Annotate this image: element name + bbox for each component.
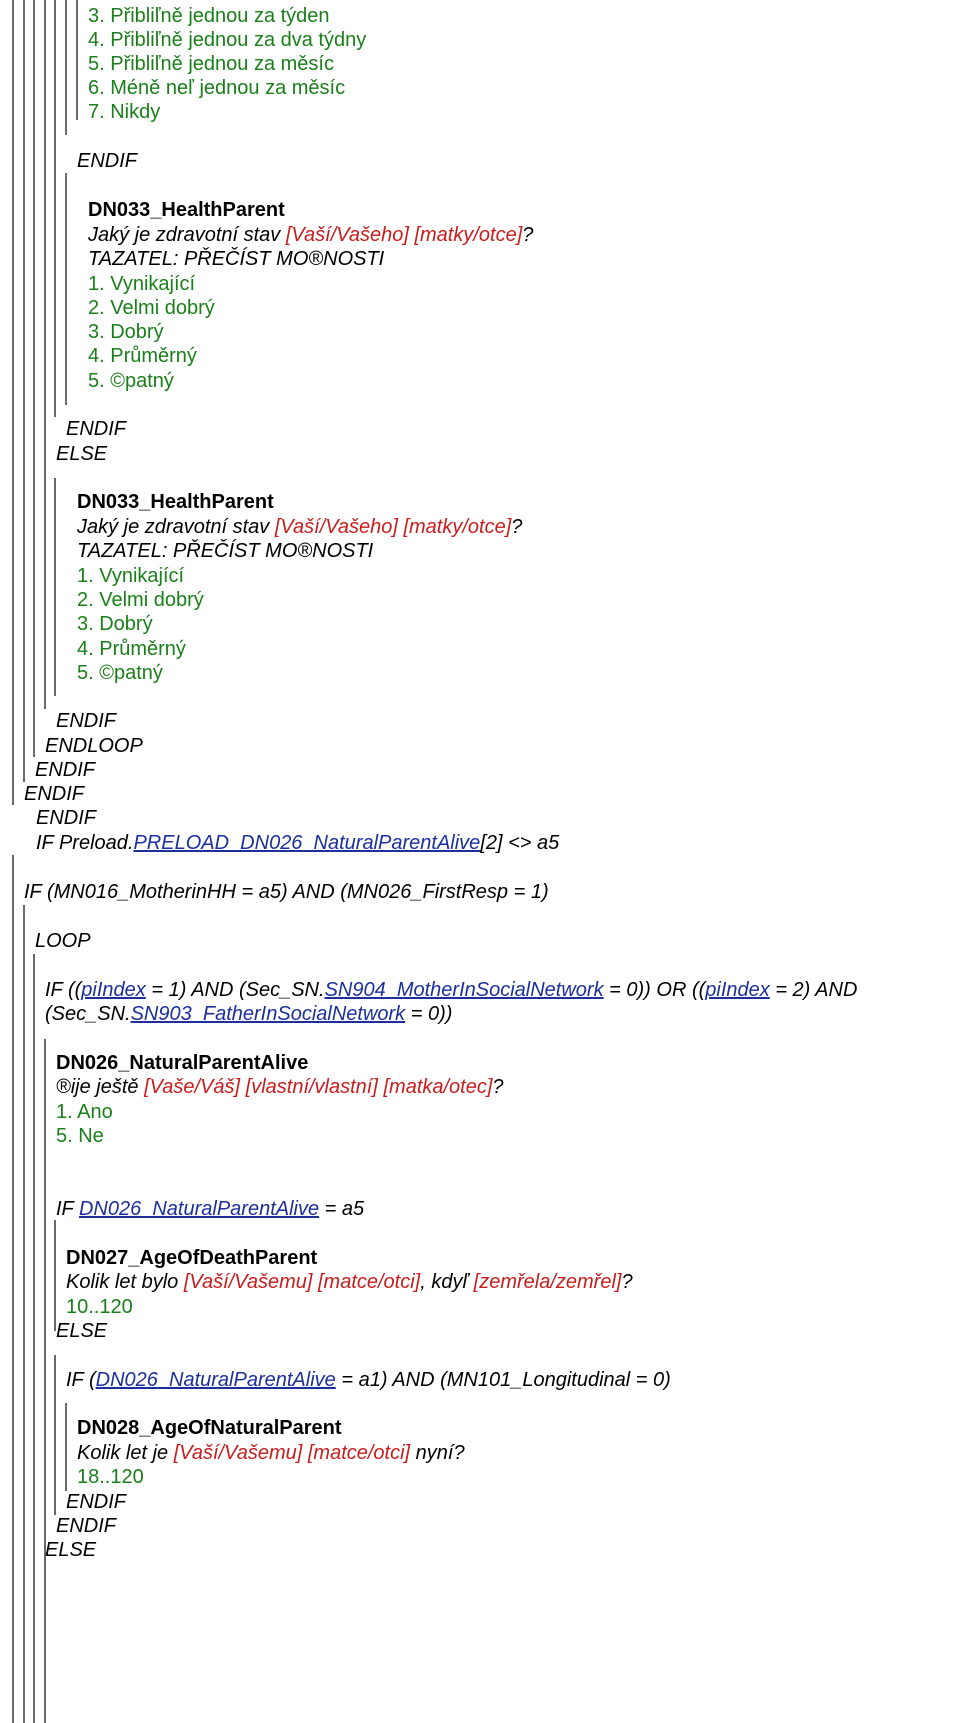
- line-text: ®ije ještě: [56, 1076, 145, 1098]
- line-text: ?: [621, 1271, 633, 1293]
- line-text: ENDIF: [36, 807, 96, 829]
- line-text: IF ((: [45, 979, 82, 1001]
- variable-link[interactable]: DN026_NaturalParentAlive: [78, 1198, 320, 1220]
- line-text: 2. Velmi dobrý: [77, 589, 204, 611]
- line-text: 3. Dobrý: [77, 613, 153, 635]
- variable-link[interactable]: SN903_FatherInSocialNetwork: [130, 1003, 406, 1025]
- document-line: [56, 1318, 107, 1344]
- line-text: 6. Méně neľ jednou za měsíc: [88, 77, 346, 99]
- line-text: ELSE: [45, 1539, 97, 1561]
- fill-text: [Vaší/Vašemu] [matce/otci]: [173, 1442, 411, 1464]
- line-text: DN033_HealthParent: [88, 199, 285, 221]
- variable-link[interactable]: piIndex: [81, 979, 146, 1001]
- document-line: [77, 587, 204, 613]
- document-line: [66, 1269, 633, 1295]
- line-text: ENDIF: [35, 759, 95, 781]
- line-text: Jaký je zdravotní stav: [77, 516, 275, 538]
- line-text: 3. Přibliľně jednou za týden: [88, 5, 330, 27]
- line-text: 5. Přibliľně jednou za měsíc: [88, 53, 334, 75]
- line-text: 1. Ano: [56, 1101, 113, 1123]
- document-line: [35, 757, 95, 783]
- document-line: [56, 1513, 116, 1539]
- indent-guide-line: [12, 855, 14, 1723]
- document-line: [66, 1294, 133, 1320]
- document-line: [56, 1074, 504, 1100]
- line-text: 4. Průměrný: [77, 638, 186, 660]
- document-line: [88, 368, 174, 394]
- document-line: [45, 977, 857, 1003]
- document-line: [45, 1537, 96, 1563]
- document-line: [66, 1245, 317, 1271]
- document-line: [56, 708, 116, 734]
- line-text: TAZATEL: PŘEČÍST MO®NOSTI: [88, 248, 385, 270]
- document-line: [77, 563, 184, 589]
- document-line: [88, 27, 366, 53]
- line-text: ENDIF: [24, 783, 84, 805]
- document-line: [35, 928, 91, 954]
- document-line: [88, 246, 384, 272]
- indent-guide-line: [44, 1039, 46, 1167]
- line-text: 2. Velmi dobrý: [88, 297, 215, 319]
- document-line: [56, 441, 107, 467]
- fill-text: [Vaší/Vašemu] [matce/otci]: [183, 1271, 421, 1293]
- line-text: Jaký je zdravotní stav: [88, 224, 286, 246]
- document-line: [77, 1464, 144, 1490]
- indent-guide-line: [44, 0, 46, 709]
- indent-guide-line: [65, 1403, 67, 1491]
- document-line: [24, 781, 84, 807]
- indent-guide-line: [65, 173, 67, 405]
- line-text: Kolik let je: [77, 1442, 174, 1464]
- document-line: [88, 99, 160, 125]
- document-line: [66, 1489, 126, 1515]
- fill-text: [Vaše/Váš] [vlastní/vlastní] [matka/otec]: [144, 1076, 493, 1098]
- document-line: [88, 3, 330, 29]
- indent-guide-line: [54, 0, 56, 417]
- document-line: [77, 636, 186, 662]
- document-line: [66, 1367, 671, 1393]
- document-line: [56, 1123, 104, 1149]
- line-text: 1. Vynikající: [77, 565, 185, 587]
- line-text: IF (: [66, 1369, 96, 1391]
- line-text: 18..120: [77, 1466, 144, 1488]
- document-line: [88, 75, 345, 101]
- document-line: [77, 660, 163, 686]
- variable-link[interactable]: SN904_MotherInSocialNetwork: [324, 979, 604, 1001]
- line-text: = a1) AND (MN101_Longitudinal = 0): [335, 1369, 671, 1391]
- variable-link[interactable]: PRELOAD_DN026_NaturalParentAlive: [133, 832, 481, 854]
- line-text: ?: [492, 1076, 504, 1098]
- line-text: , kdyľ: [420, 1271, 474, 1293]
- document-line: [77, 148, 137, 174]
- line-text: 4. Přibliľně jednou za dva týdny: [88, 29, 367, 51]
- line-text: ENDIF: [56, 710, 116, 732]
- line-text: IF Preload.: [36, 832, 134, 854]
- document-line: [88, 222, 533, 248]
- line-text: = a5: [319, 1198, 365, 1220]
- indent-guide-line: [54, 478, 56, 696]
- fill-text: [zemřela/zemřel]: [473, 1271, 622, 1293]
- line-text: ENDLOOP: [45, 735, 143, 757]
- line-text: 4. Průměrný: [88, 345, 197, 367]
- fill-text: [Vaší/Vašeho] [matky/otce]: [274, 516, 512, 538]
- indent-guide-line: [54, 1220, 56, 1331]
- document-line: [45, 1001, 452, 1027]
- line-text: IF (MN016_MotherinHH = a5) AND (MN026_FirstResp = 1): [24, 881, 549, 903]
- line-text: = 1) AND (Sec_SN.: [145, 979, 325, 1001]
- line-text: ENDIF: [56, 1515, 116, 1537]
- indent-guide-line: [76, 0, 78, 120]
- document-line: [77, 611, 153, 637]
- document-line: [77, 1415, 342, 1441]
- line-text: (Sec_SN.: [45, 1003, 131, 1025]
- document-line: [77, 489, 274, 515]
- indent-guide-line: [23, 0, 25, 782]
- line-text: = 0)): [405, 1003, 453, 1025]
- line-text: DN033_HealthParent: [77, 491, 274, 513]
- line-text: 5. ©patný: [88, 370, 174, 392]
- line-text: = 0)) OR ((: [603, 979, 706, 1001]
- line-text: TAZATEL: PŘEČÍST MO®NOSTI: [77, 540, 374, 562]
- document-line: [88, 319, 164, 345]
- document-line: [88, 343, 197, 369]
- document-line: [88, 197, 285, 223]
- line-text: = 2) AND: [769, 979, 858, 1001]
- indent-guide-line: [65, 0, 67, 135]
- line-text: 7. Nikdy: [88, 101, 161, 123]
- document-line: [77, 514, 522, 540]
- line-text: DN026_NaturalParentAlive: [56, 1052, 309, 1074]
- document-line: [88, 51, 334, 77]
- line-text: LOOP: [35, 930, 91, 952]
- document-line: [56, 1050, 308, 1076]
- line-text: Kolik let bylo: [66, 1271, 184, 1293]
- line-text: 3. Dobrý: [88, 321, 164, 343]
- indent-guide-line: [54, 1355, 56, 1515]
- document-line: [88, 271, 195, 297]
- indent-guide-line: [12, 0, 14, 805]
- line-text: 5. ©patný: [77, 662, 163, 684]
- line-text: [2] <> a5: [480, 832, 560, 854]
- line-text: ?: [522, 224, 534, 246]
- line-text: nyní?: [410, 1442, 465, 1464]
- document-line: [56, 1196, 364, 1222]
- line-text: ENDIF: [66, 418, 126, 440]
- line-text: ?: [511, 516, 523, 538]
- document-line: [77, 538, 373, 564]
- line-text: ELSE: [56, 1320, 108, 1342]
- line-text: ENDIF: [66, 1491, 126, 1513]
- line-text: ENDIF: [77, 150, 137, 172]
- document-line: [24, 879, 549, 905]
- indent-guide-line: [23, 905, 25, 1723]
- indent-guide-line: [44, 1160, 46, 1723]
- line-text: ELSE: [56, 443, 108, 465]
- document-line: [56, 1099, 113, 1125]
- variable-link[interactable]: piIndex: [705, 979, 770, 1001]
- fill-text: [Vaší/Vašeho] [matky/otce]: [285, 224, 523, 246]
- document-line: [36, 805, 96, 831]
- document-line: [66, 416, 126, 442]
- indent-guide-line: [33, 0, 35, 757]
- line-text: IF: [56, 1198, 79, 1220]
- line-text: 10..120: [66, 1296, 133, 1318]
- document-line: [88, 295, 215, 321]
- line-text: 1. Vynikající: [88, 273, 196, 295]
- line-text: DN027_AgeOfDeathParent: [66, 1247, 318, 1269]
- document-line: [45, 733, 143, 759]
- indent-guide-line: [33, 954, 35, 1723]
- variable-link[interactable]: DN026_NaturalParentAlive: [95, 1369, 336, 1391]
- document-line: [36, 830, 559, 856]
- document-line: [77, 1440, 465, 1466]
- line-text: 5. Ne: [56, 1125, 104, 1147]
- line-text: DN028_AgeOfNaturalParent: [77, 1417, 342, 1439]
